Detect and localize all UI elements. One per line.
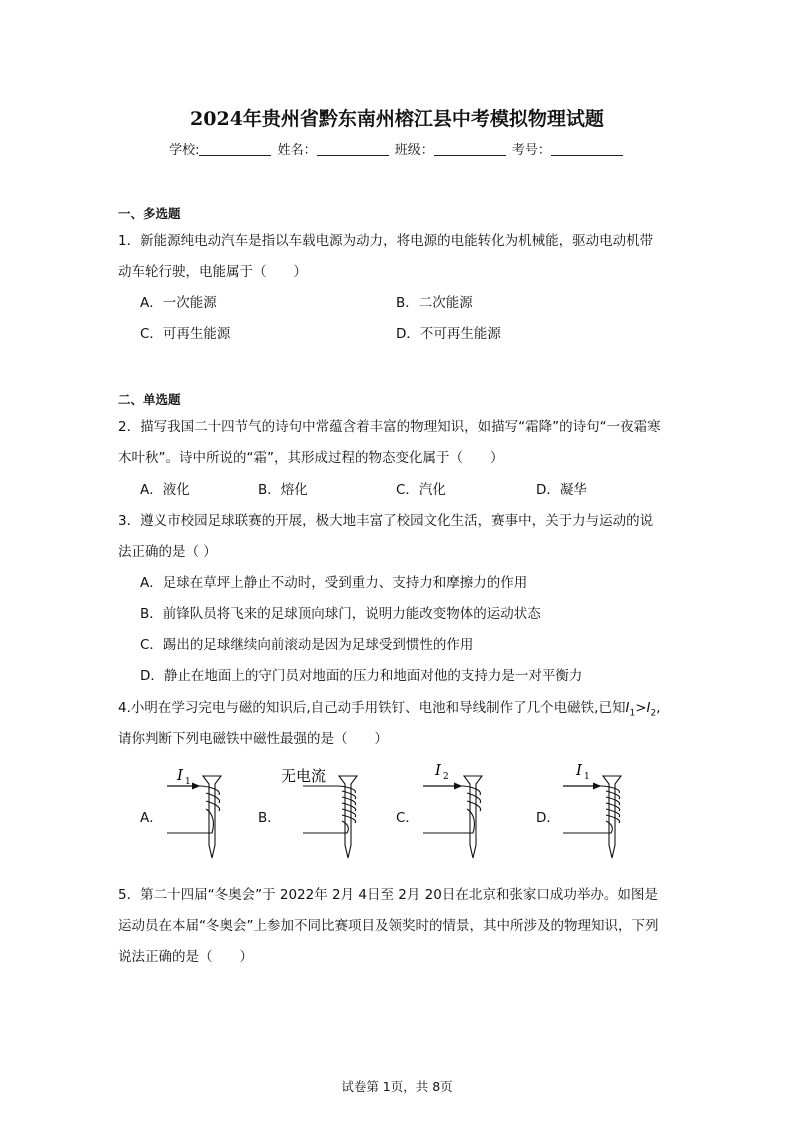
section-heading-multi: 一、多选题 [118, 206, 181, 221]
q4-current-i1: I [625, 700, 630, 716]
q2-line1: 2．描写我国二十四节气的诗句中常蕴含着丰富的物理知识，如描写“霜降”的诗句“一夜霜寒 [118, 419, 661, 435]
q1-option-c: C．可再生能源 [140, 326, 231, 342]
q4-current-i2: I [646, 700, 651, 716]
fig-d-current: I [576, 761, 582, 779]
q1-option-d: D．不可再生能源 [396, 326, 501, 342]
fig-c-current: I [435, 761, 441, 779]
number-label: 考号： [511, 143, 551, 158]
page-title: 2024年贵州省黔东南州榕江县中考模拟物理试题 [190, 108, 604, 130]
electromagnet-a [167, 766, 221, 858]
school-label: 学校: [169, 143, 200, 158]
fig-a-current: I [177, 766, 183, 784]
q2-option-b: B．熔化 [258, 482, 308, 498]
q1-option-b: B．二次能源 [396, 295, 473, 311]
q4-figure-a-label: A． [140, 810, 163, 826]
electromagnet-b [281, 767, 357, 858]
q4-figure-c-label: C． [396, 810, 419, 826]
q2-option-c: C．汽化 [396, 482, 446, 498]
fig-c-sub: 2 [443, 772, 449, 782]
fig-b-current: 无电流 [281, 767, 327, 785]
q4-line2: 请你判断下列电磁铁中磁性最强的是（ ） [118, 731, 388, 747]
q3-option-b: B．前锋队员将飞来的足球顶向球门，说明力能改变物体的运动状态 [140, 606, 541, 622]
q4-figure-d-label: D． [536, 810, 560, 826]
q1-line1: 1．新能源纯电动汽车是指以车载电源为动力，将电源的电能转化为机械能，驱动电动机带 [118, 233, 654, 249]
q3-line2: 法正确的是（ ） [118, 544, 217, 560]
q4-line1-text: 4.小明在学习完电与磁的知识后,自己动手用铁钉、电池和导线制作了几个电磁铁,已知 [118, 700, 626, 716]
q4-figure-b-label: B． [258, 810, 281, 826]
q5-line2: 运动员在本届“冬奥会”上参加不同比赛项目及领奖时的情景，其中所涉及的物理知识，下列 [118, 918, 659, 934]
q2-option-d: D．凝华 [536, 482, 587, 498]
q3-option-c: C．踢出的足球继续向前滚动是因为足球受到惯性的作用 [140, 637, 474, 653]
q3-option-a: A．足球在草坪上静止不动时，受到重力、支持力和摩擦力的作用 [140, 575, 528, 591]
q3-line1: 3．遵义市校园足球联赛的开展，极大地丰富了校园文化生活，赛事中，关于力与运动的说 [118, 513, 654, 529]
q1-line2: 动车轮行驶，电能属于（ ） [118, 264, 307, 280]
section-heading-single: 二、单选题 [118, 392, 181, 407]
name-label: 姓名： [277, 143, 317, 158]
q2-line2: 木叶秋”。诗中所说的“霜”，其形成过程的物态变化属于（ ） [118, 450, 504, 466]
q5-line1: 5．第二十四届“冬奥会”于 2022年 2月 4日至 2月 20日在北京和张家口成功举办。如图是 [118, 887, 658, 903]
q5-line3: 说法正确的是（ ） [118, 949, 253, 965]
q3-option-d: D．静止在地面上的守门员对地面的压力和地面对他的支持力是一对平衡力 [140, 668, 583, 684]
q1-option-a: A．一次能源 [140, 295, 217, 311]
fig-a-sub: 1 [185, 777, 191, 787]
q4-sub2: 2 [650, 708, 657, 719]
electromagnet-d [563, 761, 621, 858]
q2-option-a: A．液化 [140, 482, 190, 498]
page-footer: 试卷第 1页，共 8页 [341, 1079, 453, 1094]
fig-d-sub: 1 [584, 772, 590, 782]
class-label: 班级： [394, 143, 434, 158]
electromagnet-c [423, 761, 482, 858]
q4-sub1: 1 [629, 708, 636, 719]
q4-comma: , [656, 700, 661, 716]
q4-gt: > [635, 700, 647, 716]
